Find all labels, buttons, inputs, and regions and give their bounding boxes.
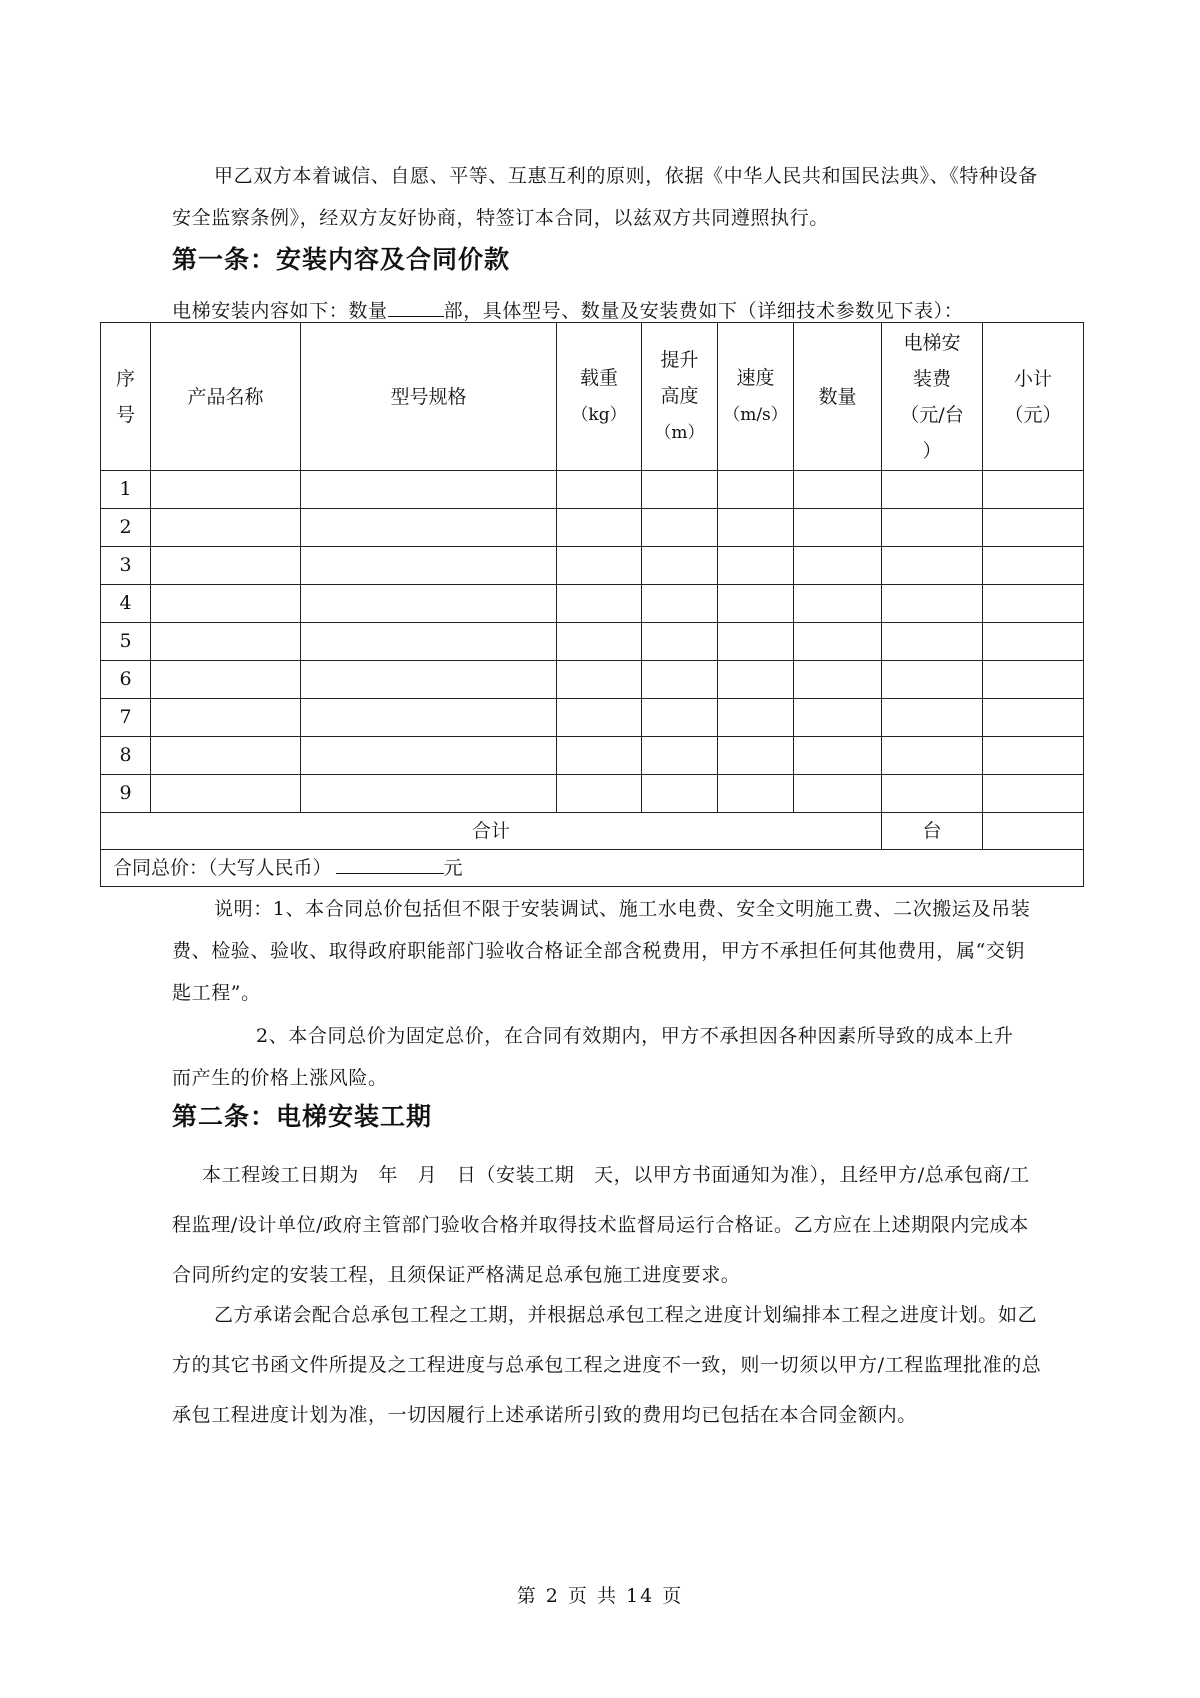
table-cell [882, 775, 983, 813]
table-cell [642, 737, 718, 775]
header-lift-height: 提升 高度 （m） [642, 323, 718, 471]
table-cell [557, 585, 642, 623]
table-cell [557, 547, 642, 585]
page-footer: 第 2 页 共 14 页 [516, 1585, 684, 1607]
table-cell [718, 737, 794, 775]
table-cell [718, 509, 794, 547]
table-cell [718, 661, 794, 699]
grand-total-row [101, 850, 1084, 887]
table-cell [983, 699, 1084, 737]
row-number: 2 [101, 509, 151, 547]
quantity-blank [388, 297, 444, 317]
table-row [101, 471, 1084, 509]
header-subtotal: 小计 （元） [983, 323, 1084, 471]
total-row [101, 813, 1084, 850]
table-cell [882, 509, 983, 547]
table-cell [301, 775, 557, 813]
table-cell [557, 509, 642, 547]
table-cell [151, 775, 301, 813]
price-table [100, 322, 1084, 887]
table-cell [983, 585, 1084, 623]
table-cell [557, 699, 642, 737]
table-cell [151, 699, 301, 737]
table-cell [151, 509, 301, 547]
row-number: 7 [101, 699, 151, 737]
total-value-cell [983, 813, 1084, 850]
header-seq: 序 号 [101, 323, 151, 471]
table-cell [301, 471, 557, 509]
row-number: 8 [101, 737, 151, 775]
section2-paragraph-1: 本工程竣工日期为 年 月 日（安装工期 天，以甲方书面通知为准），且经甲方/总承包商/工程监理/设计单位/政府主管部门验收合格并取得技术监督局运行合格证。乙方应在上述期限内完成本合同所约定的安装工程，且须保证严格满足总承包施工进度要求。 [172, 1164, 1030, 1286]
header-install-fee: 电梯安 装费 （元/台 ） [882, 323, 983, 471]
table-cell [794, 623, 882, 661]
table-cell [301, 547, 557, 585]
table-cell [794, 547, 882, 585]
table-cell [718, 547, 794, 585]
table-cell [642, 623, 718, 661]
table-cell [882, 737, 983, 775]
table-cell [301, 509, 557, 547]
row-number: 5 [101, 623, 151, 661]
table-cell [718, 623, 794, 661]
intro-paragraph: 甲乙双方本着诚信、自愿、平等、互惠互利的原则，依据《中华人民共和国民法典》、《特种设备安全监察条例》，经双方友好协商，特签订本合同，以兹双方共同遵照执行。 [172, 165, 1038, 229]
grand-total-label: 合同总价：（大写人民币） [113, 857, 332, 879]
table-cell [301, 623, 557, 661]
table-row [101, 585, 1084, 623]
table-intro-pre: 电梯安装内容如下：数量 [172, 300, 388, 322]
section2-paragraph-2: 乙方承诺会配合总承包工程之工期，并根据总承包工程之进度计划编排本工程之进度计划。如乙方的其它书函文件所提及之工程进度与总承包工程之进度不一致，则一切须以甲方/工程监理批准的总承包工程进度计划为准，一切因履行上述承诺所引致的费用均已包括在本合同金额内。 [172, 1304, 1042, 1426]
total-label: 合计 [101, 813, 882, 850]
table-cell [983, 623, 1084, 661]
grand-total-unit: 元 [443, 857, 463, 879]
table-cell [794, 775, 882, 813]
table-cell [301, 585, 557, 623]
table-cell [983, 471, 1084, 509]
table-cell [882, 547, 983, 585]
table-row [101, 623, 1084, 661]
table-cell [983, 775, 1084, 813]
table-cell [151, 585, 301, 623]
table-cell [642, 661, 718, 699]
header-quantity: 数量 [794, 323, 882, 471]
row-number: 3 [101, 547, 151, 585]
table-cell [794, 471, 882, 509]
table-cell [718, 699, 794, 737]
table-cell [794, 585, 882, 623]
table-cell [151, 547, 301, 585]
table-row [101, 547, 1084, 585]
table-cell [557, 775, 642, 813]
table-cell [642, 547, 718, 585]
section1-heading: 第一条：安装内容及合同价款 [172, 245, 511, 274]
total-unit: 台 [882, 813, 983, 850]
table-cell [151, 661, 301, 699]
table-cell [301, 737, 557, 775]
note-2: 2、本合同总价为固定总价，在合同有效期内，甲方不承担因各种因素所导致的成本上升而产生的价格上涨风险。 [172, 1025, 1014, 1089]
row-number: 9 [101, 775, 151, 813]
table-cell [882, 585, 983, 623]
table-cell [794, 509, 882, 547]
table-cell [983, 737, 1084, 775]
table-cell [301, 699, 557, 737]
table-cell [718, 775, 794, 813]
table-cell [882, 661, 983, 699]
table-row [101, 737, 1084, 775]
note-1: 说明：1、本合同总价包括但不限于安装调试、施工水电费、安全文明施工费、二次搬运及吊装费、检验、验收、取得政府职能部门验收合格证全部含税费用，甲方不承担任何其他费用，属“交钥匙工程”。 [172, 898, 1031, 1004]
table-cell [794, 661, 882, 699]
table-cell [718, 471, 794, 509]
row-number: 6 [101, 661, 151, 699]
header-load: 载重 （kg） [557, 323, 642, 471]
table-row [101, 775, 1084, 813]
table-row [101, 699, 1084, 737]
table-header-row [101, 323, 1084, 471]
row-number: 1 [101, 471, 151, 509]
table-cell [642, 775, 718, 813]
table-cell [557, 471, 642, 509]
table-cell [718, 585, 794, 623]
table-cell [557, 737, 642, 775]
table-cell [794, 699, 882, 737]
table-cell [151, 471, 301, 509]
table-cell [151, 623, 301, 661]
table-cell [151, 737, 301, 775]
table-cell [557, 623, 642, 661]
table-cell [794, 737, 882, 775]
table-cell [642, 471, 718, 509]
table-cell [983, 661, 1084, 699]
header-speed: 速度 （m/s） [718, 323, 794, 471]
table-cell [642, 699, 718, 737]
header-product-name: 产品名称 [151, 323, 301, 471]
row-number: 4 [101, 585, 151, 623]
table-cell [983, 547, 1084, 585]
grand-total-cell [101, 850, 1084, 887]
table-cell [642, 509, 718, 547]
table-cell [557, 661, 642, 699]
table-cell [882, 623, 983, 661]
table-intro-post: 部，具体型号、数量及安装费如下（详细技术参数见下表）： [443, 300, 964, 322]
table-cell [301, 661, 557, 699]
section2-heading: 第二条：电梯安装工期 [172, 1102, 433, 1131]
header-model: 型号规格 [301, 323, 557, 471]
grand-total-blank [336, 854, 444, 874]
table-row [101, 509, 1084, 547]
table-cell [882, 699, 983, 737]
table-cell [983, 509, 1084, 547]
table-cell [882, 471, 983, 509]
table-row [101, 661, 1084, 699]
table-cell [642, 585, 718, 623]
